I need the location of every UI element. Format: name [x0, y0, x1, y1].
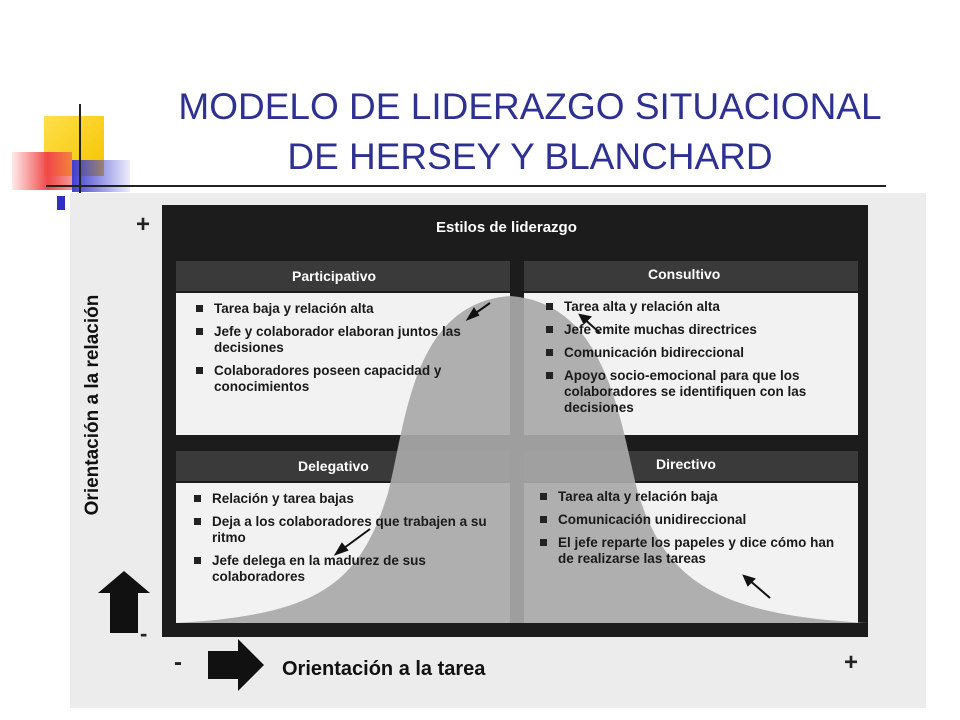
quadrant-title-participativo: Participativo — [292, 268, 377, 284]
task-low-sign: - — [174, 649, 182, 676]
list-item: Jefe emite muchas directrices — [546, 322, 846, 338]
slide-title — [140, 82, 920, 182]
title-underline — [46, 185, 886, 187]
list-directivo — [540, 489, 850, 574]
bullet-square — [196, 367, 203, 374]
list-item: El jefe reparte los papeles y dice cómo han de realizarse las tareas — [540, 535, 850, 567]
leadership-diagram — [70, 193, 926, 708]
y-axis-label: Orientación a la relación — [82, 294, 103, 516]
list-item: Tarea alta y relación alta — [546, 299, 846, 315]
bullet-square — [540, 539, 547, 546]
list-item: Comunicación bidireccional — [546, 345, 846, 361]
task-high-sign: + — [844, 649, 859, 676]
list-item: Jefe delega en la madurez de sus colaboradores — [194, 553, 494, 585]
list-item: Tarea alta y relación baja — [540, 489, 850, 505]
list-delegativo — [194, 491, 494, 592]
relation-arrow-shaft — [110, 593, 138, 633]
list-item: Comunicación unidireccional — [540, 512, 850, 528]
bullet-square — [196, 328, 203, 335]
bullet-square — [546, 349, 553, 356]
diagram-graphics — [70, 193, 926, 708]
diagram-header: Estilos de liderazgo — [436, 219, 577, 236]
quadrant-title-directivo: Directivo — [656, 456, 716, 472]
list-item: Tarea baja y relación alta — [196, 301, 496, 317]
list-consultivo — [546, 299, 846, 423]
list-item: Deja a los colaboradores que trabajen a su ritmo — [194, 514, 494, 546]
decorative-vertical-line — [79, 104, 81, 194]
list-participativo — [196, 301, 496, 402]
slide-title-line-1: MODELO DE LIDERAZGO SITUACIONAL — [178, 86, 882, 127]
relation-high-sign: + — [136, 211, 151, 238]
quadrant-title-delegativo: Delegativo — [298, 458, 369, 474]
bullet-square — [194, 495, 201, 502]
bullet-square — [546, 326, 553, 333]
bullet-square — [540, 516, 547, 523]
list-item: Jefe y colaborador elaboran juntos las decisiones — [196, 324, 496, 356]
decorative-blue-square — [57, 196, 65, 210]
bullet-square — [194, 518, 201, 525]
bullet-square — [196, 305, 203, 312]
relation-low-sign: - — [140, 621, 148, 646]
bullet-square — [546, 303, 553, 310]
list-item: Relación y tarea bajas — [194, 491, 494, 507]
bullet-square — [194, 557, 201, 564]
slide-title-line-2: DE HERSEY Y BLANCHARD — [287, 136, 773, 177]
list-item: Colaboradores poseen capacidad y conocimientos — [196, 363, 496, 395]
task-right-arrow — [208, 639, 264, 691]
list-item: Apoyo socio-emocional para que los colaboradores se identifiquen con las decisiones — [546, 368, 846, 416]
quadrant-title-consultivo: Consultivo — [648, 266, 721, 282]
x-axis-label: Orientación a la tarea — [282, 658, 486, 680]
bullet-square — [546, 372, 553, 379]
bullet-square — [540, 493, 547, 500]
